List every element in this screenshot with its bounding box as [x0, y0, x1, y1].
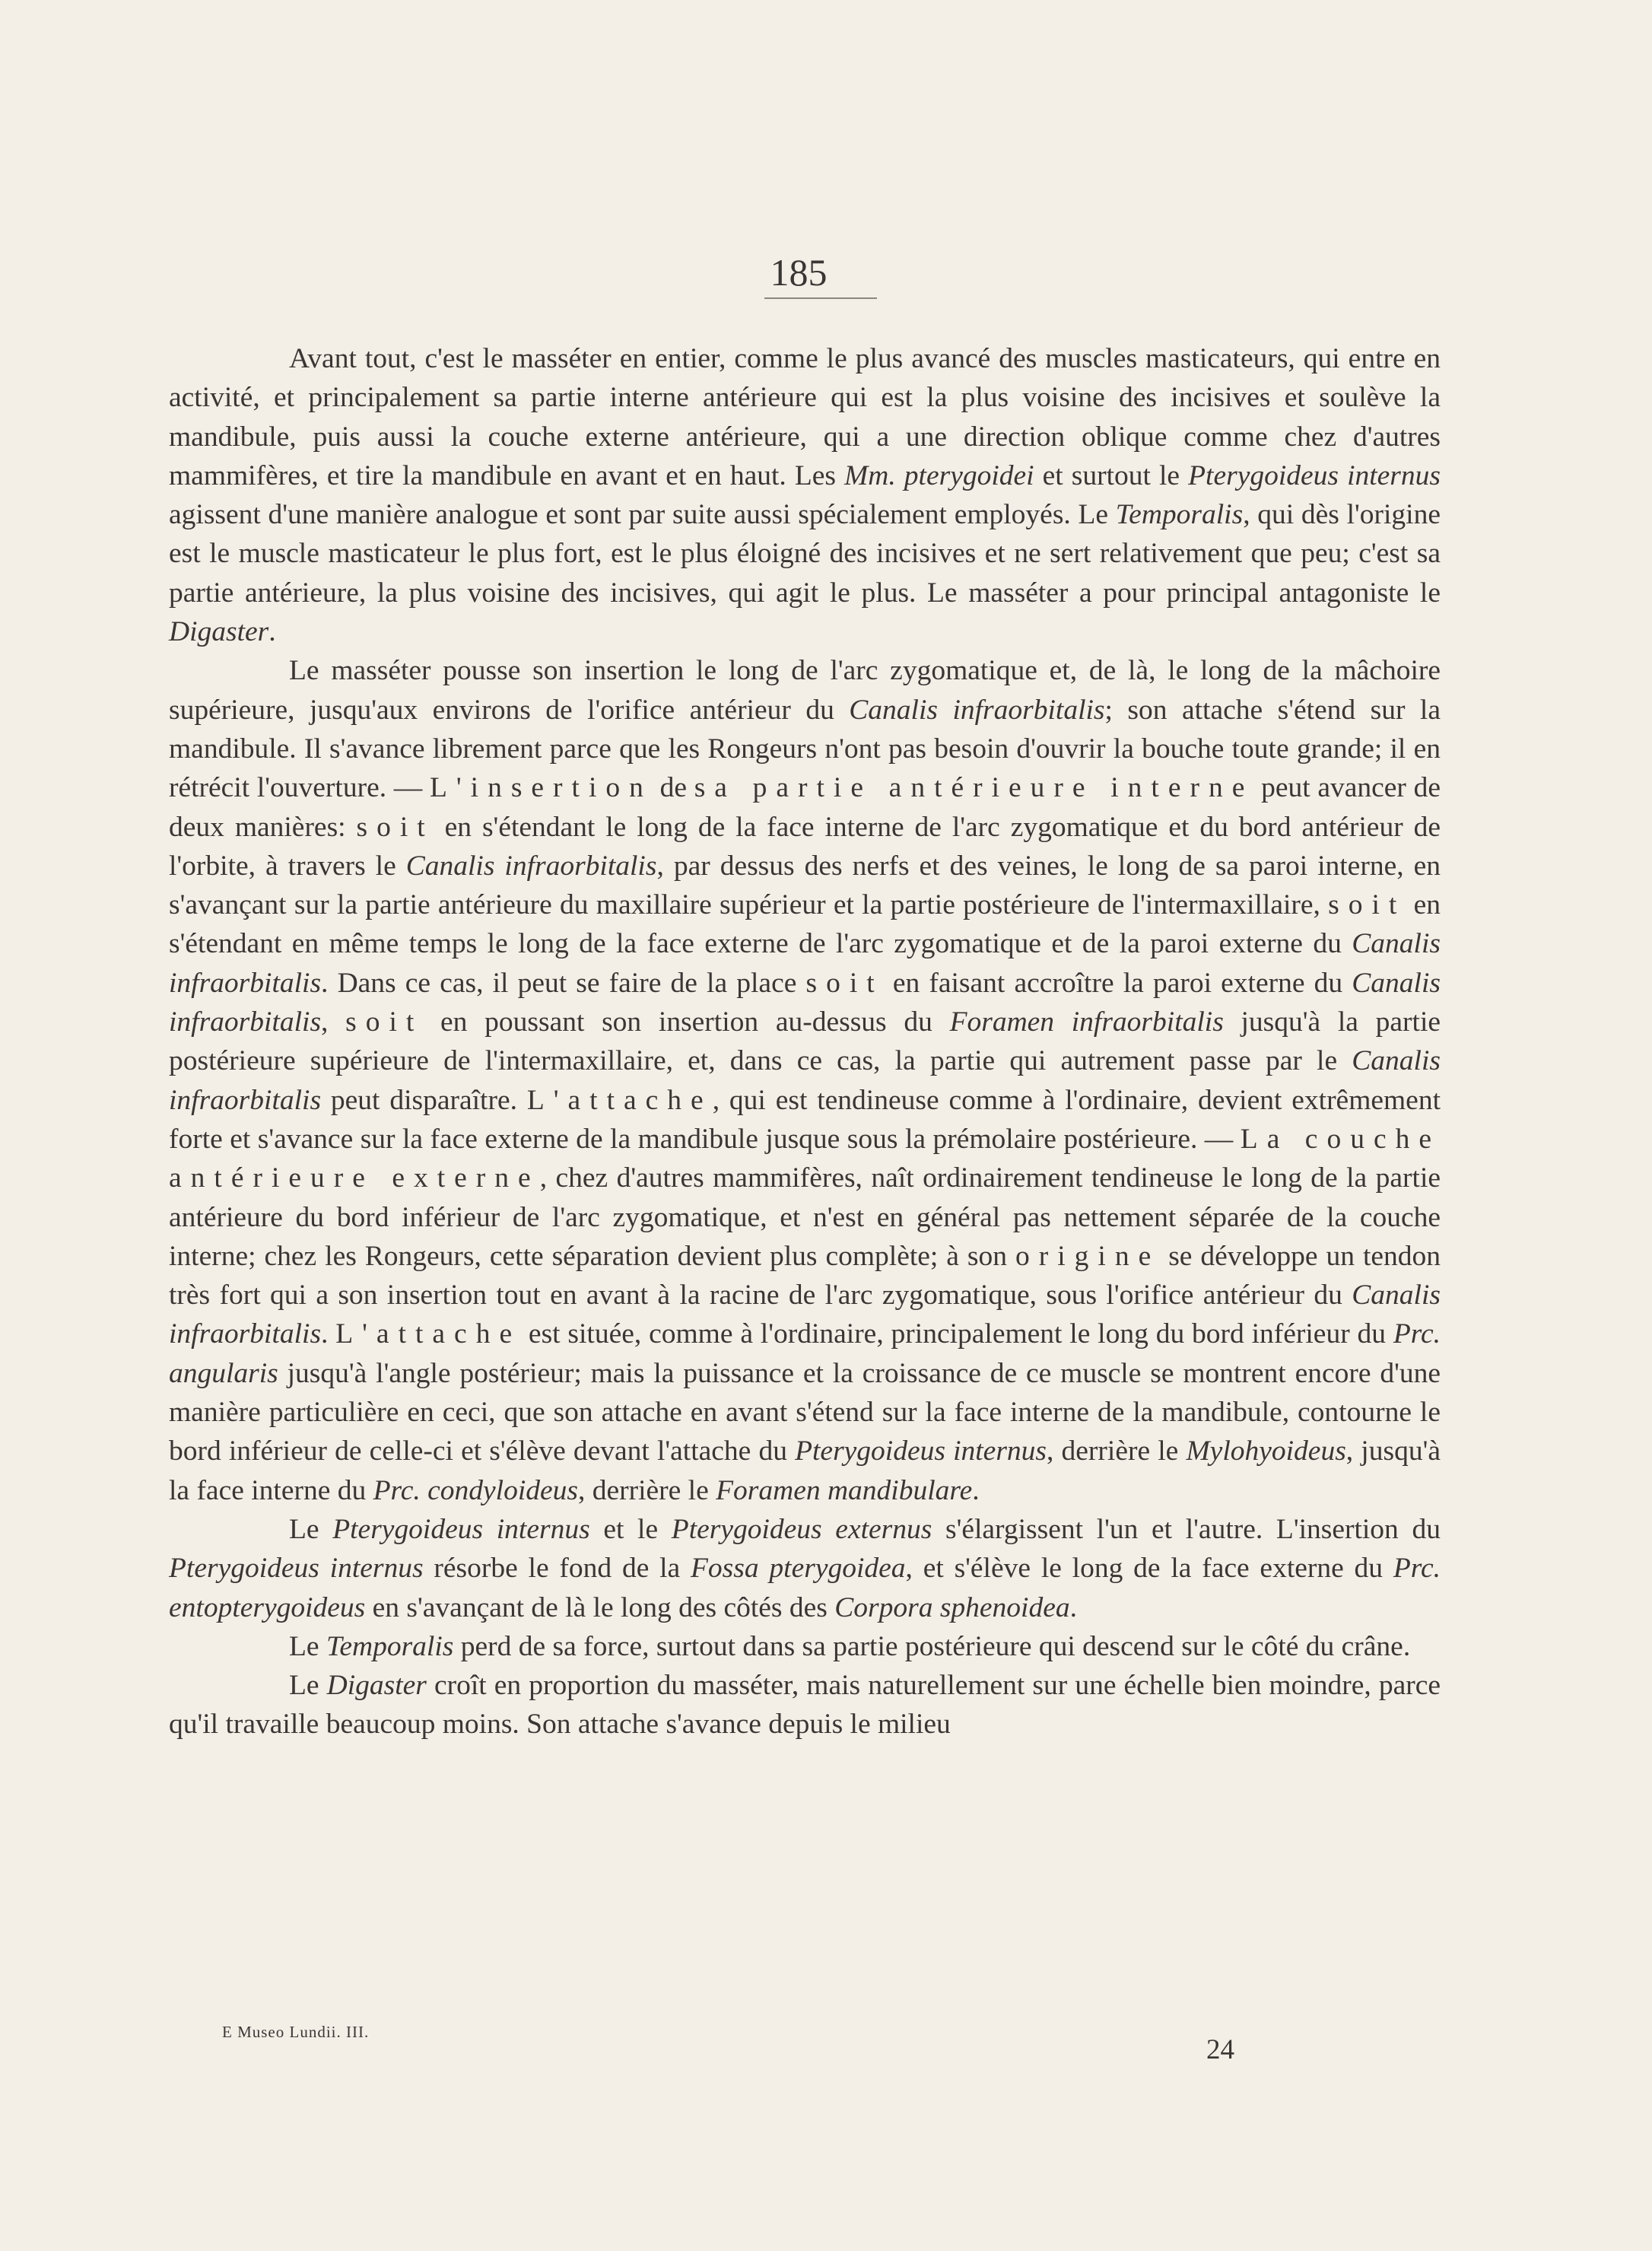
- italic-term: Canalis infraorbitalis: [169, 1045, 1441, 1116]
- text-run: est située, comme à l'ordinaire, principalement le long du bord inférieur du: [521, 1318, 1393, 1350]
- italic-term: Pterygoideus internus: [332, 1513, 590, 1545]
- text-run: ,: [321, 1006, 346, 1038]
- text-run: . Dans ce cas, il peut se faire de la place: [321, 967, 806, 999]
- text-run: agissent d'une manière analogue et sont par suite aussi spécialement employés. Le: [169, 499, 1116, 531]
- italic-term: Canalis infraorbitalis: [169, 967, 1441, 1038]
- italic-term: Temporalis: [326, 1630, 454, 1662]
- text-run: jusqu'à la partie postérieure supérieure de l'intermaxillaire, et, dans ce cas, la partie qui autrement passe par le: [169, 1006, 1441, 1077]
- spaced-emphasis: L'insertion: [429, 772, 653, 804]
- text-run: , par dessus des nerfs et des veines, le long de sa paroi interne, en s'avançant sur la partie antérieure du maxillaire supérieur et la partie postérieure de l'intermaxillaire,: [169, 850, 1441, 921]
- italic-term: Foramen infraorbitalis: [949, 1006, 1224, 1038]
- italic-term: Canalis infraorbitalis: [405, 850, 657, 882]
- text-run: .: [972, 1474, 980, 1506]
- text-run: .: [1069, 1591, 1077, 1623]
- italic-term: Pterygoideus externus: [671, 1513, 932, 1545]
- text-run: .: [321, 1318, 336, 1350]
- text-run: résorbe le fond de la: [423, 1553, 691, 1585]
- spaced-emphasis: soit: [356, 811, 434, 843]
- text-run: ; son attache s'étend sur la mandibule. Il s'avance librement parce que les Rongeurs n'ont pas besoin d'ouvrir la bouche toute grande; il en rétrécit l'ouverture. —: [169, 694, 1441, 804]
- text-run: peut avancer de deux manières:: [169, 772, 1441, 843]
- spaced-emphasis: sa partie antérieure interne: [694, 772, 1254, 804]
- text-run: croît en proportion du masséter, mais naturellement sur une échelle bien moindre, parce qu'il travaille beaucoup moins. Son attache s'avance depuis le milieu: [169, 1670, 1441, 1741]
- text-run: et surtout le: [1034, 459, 1189, 491]
- italic-term: Mm. pterygoidei: [844, 459, 1034, 491]
- spaced-emphasis: L'attache: [526, 1084, 713, 1116]
- spaced-emphasis: soit: [345, 1006, 424, 1038]
- paragraph: [169, 339, 1441, 651]
- text-run: , qui dès l'origine est le muscle masticateur le plus fort, est le plus éloigné des incisives et ne sert relativement que peu; c'est sa partie antérieure, la plus voisine des incisives, qui agit le plus. Le masséter a pour principal antagoniste le: [169, 499, 1441, 609]
- spaced-emphasis: soit: [805, 967, 884, 999]
- paragraph: [169, 1666, 1441, 1744]
- paragraph: [169, 1510, 1441, 1627]
- header-rule: [764, 297, 877, 299]
- italic-term: Pterygoideus internus: [795, 1435, 1047, 1467]
- paragraph: [169, 1627, 1441, 1666]
- text-run: en s'avançant de là le long des côtés des: [365, 1591, 835, 1623]
- italic-term: Canalis infraorbitalis: [849, 694, 1105, 726]
- body-text: [169, 339, 1441, 1744]
- text-run: Le: [289, 1670, 327, 1702]
- text-run: jusqu'à l'angle postérieur; mais la puissance et la croissance de ce muscle se montrent encore d'une manière particulière en ceci, que son attache en avant s'étend sur la face interne de la mandibule, contourne le bord inférieur de celle-ci et s'élève devant l'attache du: [169, 1357, 1441, 1467]
- text-run: Le masséter pousse son insertion le long de l'arc zygomatique et, de là, le long de la mâchoire supérieure, jusqu'aux environs de l'orifice antérieur du: [169, 655, 1441, 726]
- italic-term: Mylohyoideus: [1186, 1435, 1346, 1467]
- italic-term: Fossa pterygoidea: [691, 1553, 906, 1585]
- spaced-emphasis: soit: [1328, 889, 1406, 921]
- footer-series-title: E Museo Lundii. III.: [222, 2023, 370, 2041]
- text-run: , et s'élève le long de la face externe du: [905, 1553, 1393, 1585]
- text-run: et le: [589, 1513, 672, 1545]
- italic-term: Temporalis: [1115, 499, 1244, 531]
- text-run: , chez d'autres mammifères, naît ordinairement tendineuse le long de la partie antérieure du bord inférieur de l'arc zygomatique, et n'est en général pas nettement séparée de la couche interne; chez les Rongeurs, cette séparation devient plus complète; à son: [169, 1162, 1441, 1272]
- italic-term: Pterygoideus internus: [1188, 459, 1441, 491]
- text-run: peut disparaître.: [321, 1084, 527, 1116]
- italic-term: Foramen mandibulare: [716, 1474, 973, 1506]
- paragraph: [169, 651, 1441, 1510]
- text-run: en s'étendant le long de la face interne de l'arc zygomatique et du bord antérieur de l'orbite, à travers le: [169, 811, 1441, 882]
- text-run: de: [652, 772, 694, 804]
- text-run: , derrière le: [1047, 1435, 1187, 1467]
- text-run: perd de sa force, surtout dans sa partie postérieure qui descend sur le côté du crâne.: [453, 1630, 1411, 1662]
- text-run: , derrière le: [577, 1474, 716, 1506]
- italic-term: Canalis infraorbitalis: [169, 1280, 1441, 1350]
- italic-term: Prc. angularis: [169, 1318, 1441, 1389]
- text-run: en s'étendant en même temps le long de la face externe de l'arc zygomatique et de la paroi externe du: [169, 889, 1441, 960]
- text-run: .: [268, 616, 276, 648]
- italic-term: Prc. condyloideus: [373, 1474, 578, 1506]
- text-run: se développe un tendon très fort qui a son insertion tout en avant à la racine de l'arc zygomatique, sous l'orifice antérieur du: [169, 1240, 1441, 1311]
- text-run: , qui est tendineuse comme à l'ordinaire, devient extrêmement forte et s'avance sur la face externe de la mandibule jusque sous la prémolaire postérieure. —: [169, 1084, 1441, 1155]
- spaced-emphasis: L'attache: [335, 1318, 522, 1350]
- footer-signature-mark: 24: [1206, 2034, 1234, 2065]
- spaced-emphasis: La couche antérieure externe: [169, 1123, 1441, 1194]
- text-run: en faisant accroître la paroi externe du: [883, 967, 1352, 999]
- italic-term: Pterygoideus internus: [169, 1553, 424, 1585]
- italic-term: Corpora sphenoidea: [834, 1591, 1070, 1623]
- text-run: Avant tout, c'est le masséter en entier, comme le plus avancé des muscles masticateurs, qui entre en activité, et principalement sa partie interne antérieure qui est la plus voisine des incisives et soulève la mandibule, puis aussi la couche externe antérieure, qui a une direction oblique comme chez d'autres mammifères, et tire la mandibule en avant et en haut. Les: [169, 343, 1441, 491]
- italic-term: Digaster: [169, 616, 269, 648]
- text-run: , jusqu'à la face interne du: [169, 1435, 1441, 1506]
- italic-term: Canalis infraorbitalis: [169, 928, 1441, 999]
- italic-term: Digaster: [326, 1670, 427, 1702]
- text-run: Le: [289, 1513, 333, 1545]
- spaced-emphasis: origine: [1015, 1240, 1161, 1272]
- text-run: Le: [289, 1630, 326, 1662]
- page-number: 185: [770, 251, 828, 294]
- text-run: en poussant son insertion au-dessus du: [423, 1006, 950, 1038]
- text-run: s'élargissent l'un et l'autre. L'insertion du: [932, 1513, 1441, 1545]
- italic-term: Prc. entopterygoideus: [169, 1553, 1441, 1623]
